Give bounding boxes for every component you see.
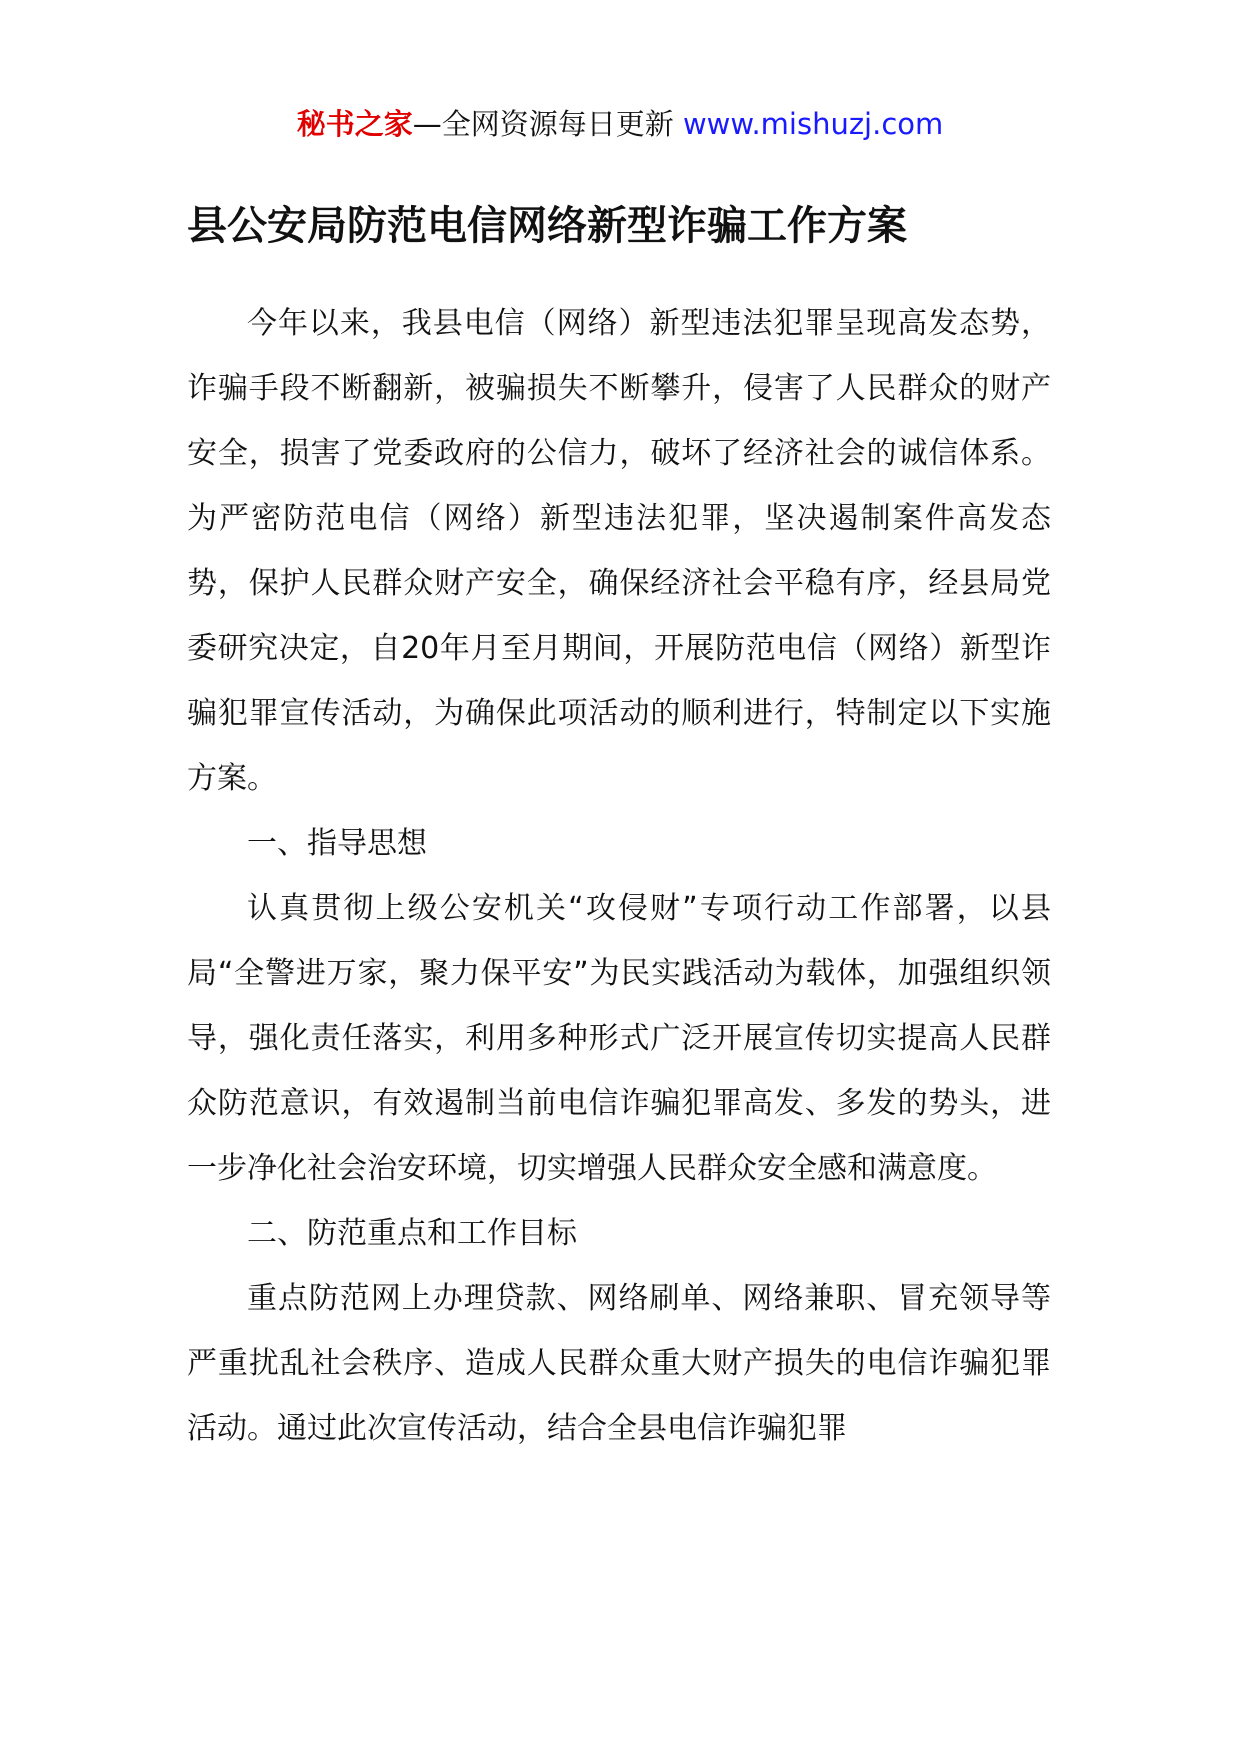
section-heading-focus-goals: 二、防范重点和工作目标 xyxy=(247,1216,577,1251)
site-brand: 秘书之家 xyxy=(296,107,413,141)
section-heading-guiding-thought: 一、指导思想 xyxy=(247,826,427,861)
section-body-guiding-thought: 认真贯彻上级公安机关“攻侵财”专项行动工作部署，以县局“全警进万家，聚力保平安”为民实践活动为载体，加强组织领导，强化责任落实，利用多种形式广泛开展宣传切实提高人民群众防范意识，有效遏制当前电信诈骗犯罪高发、多发的势头，进一步净化社会治安环境，切实增强人民群众安全感和满意度。 xyxy=(187,891,1051,1186)
document-body xyxy=(187,291,1051,1461)
site-tagline: —全网资源每日更新 xyxy=(412,107,683,141)
section-body-focus-goals: 重点防范网上办理贷款、网络刷单、网络兼职、冒充领导等严重扰乱社会秩序、造成人民群众重大财产损失的电信诈骗犯罪活动。通过此次宣传活动，结合全县电信诈骗犯罪 xyxy=(187,1281,1051,1446)
site-header xyxy=(0,104,1240,144)
intro-paragraph: 今年以来，我县电信（网络）新型违法犯罪呈现高发态势，诈骗手段不断翻新，被骗损失不断攀升，侵害了人民群众的财产安全，损害了党委政府的公信力，破坏了经济社会的诚信体系。为严密防范电信（网络）新型违法犯罪，坚决遏制案件高发态势，保护人民群众财产安全，确保经济社会平稳有序，经县局党委研究决定，自20年月至月期间，开展防范电信（网络）新型诈骗犯罪宣传活动，为确保此项活动的顺利进行，特制定以下实施方案。 xyxy=(187,306,1051,796)
document-title: 县公安局防范电信网络新型诈骗工作方案 xyxy=(187,203,907,249)
site-url-link[interactable]: www.mishuzj.com xyxy=(682,107,944,141)
